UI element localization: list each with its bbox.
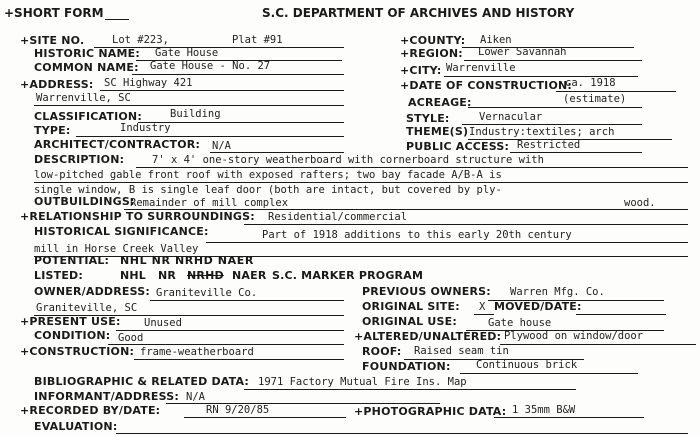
foundation-value: Continuous brick (476, 359, 578, 371)
address-line1: SC Highway 421 (104, 77, 193, 89)
relationship-label: +RELATIONSHIP TO SURROUNDINGS: (20, 210, 255, 223)
classification-label: CLASSIFICATION: (34, 110, 142, 123)
significance-line2: mill in Horse Creek Valley (34, 243, 199, 255)
owner-label: OWNER/ADDRESS: (34, 285, 151, 298)
theme-label: THEME(S) (406, 125, 469, 138)
listed-nrhd: NRHD (187, 269, 224, 282)
photographic-value: 1 35mm B&W (512, 404, 576, 416)
historic-name-label: HISTORIC NAME: (34, 47, 140, 60)
description-line2: low-pitched gable front roof with exposed rafters; two bay facade A/B-A is (34, 169, 502, 181)
condition-line (108, 344, 344, 345)
outbuildings-value: Remainder of mill complex (130, 197, 289, 209)
date-estimate-note: (estimate) (563, 93, 627, 105)
roof-label: ROOF: (362, 345, 402, 358)
construction-value: frame-weatherboard (140, 346, 254, 358)
address-line1-rule (100, 90, 344, 91)
outbuildings-label: OUTBUILDINGS: (34, 195, 135, 208)
recorded-label: +RECORDED BY/DATE: (20, 404, 161, 417)
previous-owners-value: Warren Mfg. Co. (510, 286, 605, 298)
construction-label: +CONSTRUCTION: (20, 345, 135, 358)
description-line3: single window, B is single leaf door (both are intact, but covered by ply- (34, 184, 502, 196)
photographic-line (494, 417, 644, 418)
present-use-value: Unused (144, 317, 182, 329)
informant-value: N/A (186, 391, 205, 403)
architect-value: N/A (212, 140, 231, 152)
original-use-value: Gate house (488, 317, 552, 329)
region-label: +REGION: (400, 47, 463, 60)
public-access-line (510, 152, 642, 153)
type-value: Industry (120, 122, 171, 134)
marker-program: S.C. MARKER PROGRAM (272, 269, 424, 282)
bibliographic-label: BIBLIOGRAPHIC & RELATED DATA: (34, 375, 249, 388)
historic-name-value: Gate House (155, 47, 219, 59)
site-no-value: Lot #223, (112, 34, 169, 46)
significance-rule1 (206, 242, 688, 243)
date-construction-line (556, 91, 676, 92)
date-construction-label: +DATE OF CONSTRUCTION: (400, 79, 573, 92)
relationship-line (244, 224, 688, 225)
address-line2-rule (34, 105, 344, 106)
common-name-line (132, 74, 344, 75)
relationship-value: Residential/commercial (268, 211, 408, 223)
description-label: DESCRIPTION: (34, 153, 125, 166)
altered-label: +ALTERED/UNALTERED: (354, 330, 502, 343)
region-value: Lower Savannah (478, 46, 567, 58)
significance-line1: Part of 1918 additions to this early 20th century (262, 229, 572, 241)
recorded-line (184, 417, 346, 418)
architect-line (210, 152, 344, 153)
site-no-label: +SITE NO. (20, 34, 85, 47)
present-use-label: +PRESENT USE: (20, 315, 121, 328)
significance-label: HISTORICAL SIGNIFICANCE: (34, 225, 209, 238)
roof-value: Raised seam tin (414, 345, 509, 357)
owner-line1: Graniteville Co. (156, 287, 258, 299)
owner-line2: Graniteville, SC (36, 302, 138, 314)
recorded-value: RN 9/20/85 (206, 404, 270, 416)
city-value: Warrenville (446, 62, 516, 74)
acreage-label: ACREAGE: (408, 96, 472, 109)
condition-label: CONDITION: (34, 329, 111, 342)
theme-value: Industry:textiles; arch (469, 126, 615, 138)
condition-value: Good (118, 332, 144, 344)
altered-value: Plywood on window/door (504, 330, 644, 342)
evaluation-line (116, 433, 688, 434)
original-site-mark: X (479, 301, 486, 313)
date-construction-value: ca. 1918 (565, 77, 616, 89)
classification-value: Building (170, 108, 221, 120)
bibliographic-value: 1971 Factory Mutual Fire Ins. Map (258, 376, 467, 388)
present-use-line (116, 330, 344, 331)
county-value: Aiken (480, 34, 512, 46)
potential-label: POTENTIAL: (34, 254, 110, 267)
public-access-label: PUBLIC ACCESS: (406, 140, 510, 153)
construction-line (134, 359, 344, 360)
county-label: +COUNTY: (400, 34, 466, 47)
bibliographic-line (244, 389, 576, 390)
region-line (464, 60, 642, 61)
type-line (76, 136, 344, 137)
description-rule1 (136, 167, 688, 168)
informant-label: INFORMANT/ADDRESS: (34, 390, 179, 403)
foundation-label: FOUNDATION: (362, 360, 451, 373)
style-label: STYLE: (406, 112, 450, 125)
outbuildings-cont: wood. (624, 197, 656, 209)
description-line1: 7' x 4' one-story weatherboard with cornerboard structure with (152, 154, 544, 166)
listed-nr: NR (158, 269, 177, 282)
type-label: TYPE: (34, 124, 71, 137)
address-label: +ADDRESS: (20, 78, 94, 91)
common-name-value: Gate House - No. 27 (150, 60, 271, 72)
style-value: Vernacular (479, 111, 543, 123)
city-label: +CITY: (400, 64, 442, 77)
altered-line (500, 344, 696, 345)
common-name-label: COMMON NAME: (34, 61, 139, 74)
acreage-line (468, 107, 642, 108)
description-rule2 (34, 182, 688, 183)
short-form-label: +SHORT FORM (4, 6, 104, 20)
form-title: S.C. DEPARTMENT OF ARCHIVES AND HISTORY (262, 6, 575, 20)
evaluation-label: EVALUATION: (34, 420, 118, 433)
original-site-line (474, 314, 494, 315)
previous-owners-label: PREVIOUS OWNERS: (362, 285, 491, 298)
short-form-line (105, 19, 129, 20)
moved-date-label: MOVED/DATE: (494, 300, 582, 313)
moved-date-line (576, 314, 666, 315)
owner-rule1 (150, 300, 344, 301)
plat-value: Plat #91 (232, 34, 283, 46)
style-line (462, 124, 642, 125)
original-site-label: ORIGINAL SITE: (362, 300, 460, 313)
foundation-line (460, 373, 638, 374)
listed-label: LISTED: (34, 269, 83, 282)
architect-label: ARCHITECT/CONTRACTOR: (34, 138, 201, 151)
original-use-label: ORIGINAL USE: (362, 315, 457, 328)
listed-nhl: NHL (120, 269, 147, 282)
address-line2: Warrenville, SC (36, 92, 131, 104)
public-access-value: Restricted (517, 139, 581, 151)
potential-options: NHL NR NRHD NAER (120, 254, 254, 267)
listed-naer: NAER (232, 269, 267, 282)
photographic-label: +PHOTOGRAPHIC DATA: (354, 405, 507, 418)
